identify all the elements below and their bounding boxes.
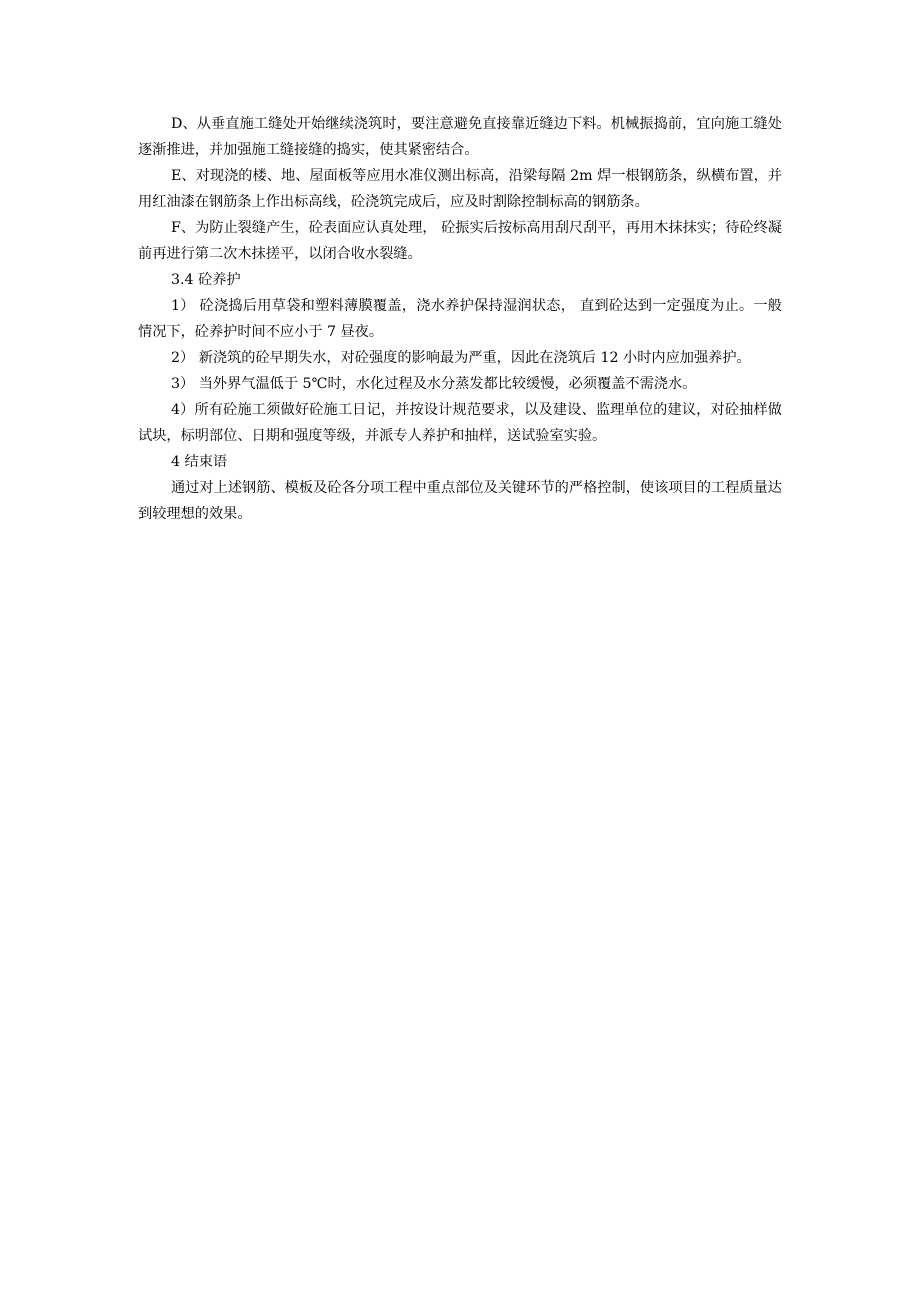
section-heading-conclusion: 4 结束语 [171, 454, 228, 470]
paragraph-e-elevation-control: E、对现浇的楼、地、屋面板等应用水准仪测出标高，沿梁每隔 2m 焊一根钢筋条，纵横布置，并用红油漆在钢筋条上作出标高线，砼浇筑完成后，应及时割除控制标高的钢筋条。 [138, 168, 782, 210]
document-body [138, 111, 782, 527]
paragraph-curing-item-1: 1） 砼浇捣后用草袋和塑料薄膜覆盖，浇水养护保持湿润状态， 直到砼达到一定强度为止。一般情况下，砼养护时间不应小于 7 昼夜。 [138, 298, 782, 340]
paragraph-curing-item-4: 4）所有砼施工须做好砼施工日记，并按设计规范要求，以及建设、监理单位的建议，对砼抽样做试块，标明部位、日期和强度等级，并派专人养护和抽样，送试验室实验。 [138, 402, 782, 444]
paragraph-curing-item-3: 3） 当外界气温低于 5℃时，水化过程及水分蒸发都比较缓慢，必须覆盖不需浇水。 [171, 376, 697, 392]
paragraph-d-construction-joint: D、从垂直施工缝处开始继续浇筑时，要注意避免直接靠近缝边下料。机械振捣前，宜向施工缝处逐渐推进，并加强施工缝接缝的捣实，使其紧密结合。 [138, 116, 782, 158]
paragraph-conclusion: 通过对上述钢筋、模板及砼各分项工程中重点部位及关键环节的严格控制，使该项目的工程质量达到较理想的效果。 [138, 480, 782, 522]
section-heading-concrete-curing: 3.4 砼养护 [171, 272, 241, 288]
paragraph-curing-item-2: 2） 新浇筑的砼早期失水，对砼强度的影响最为严重，因此在浇筑后 12 小时内应加强养护。 [171, 350, 751, 366]
paragraph-f-crack-prevention: F、为防止裂缝产生，砼表面应认真处理， 砼振实后按标高用刮尺刮平，再用木抹抹实；待砼终凝前再进行第二次木抹搓平，以闭合收水裂缝。 [138, 220, 782, 262]
